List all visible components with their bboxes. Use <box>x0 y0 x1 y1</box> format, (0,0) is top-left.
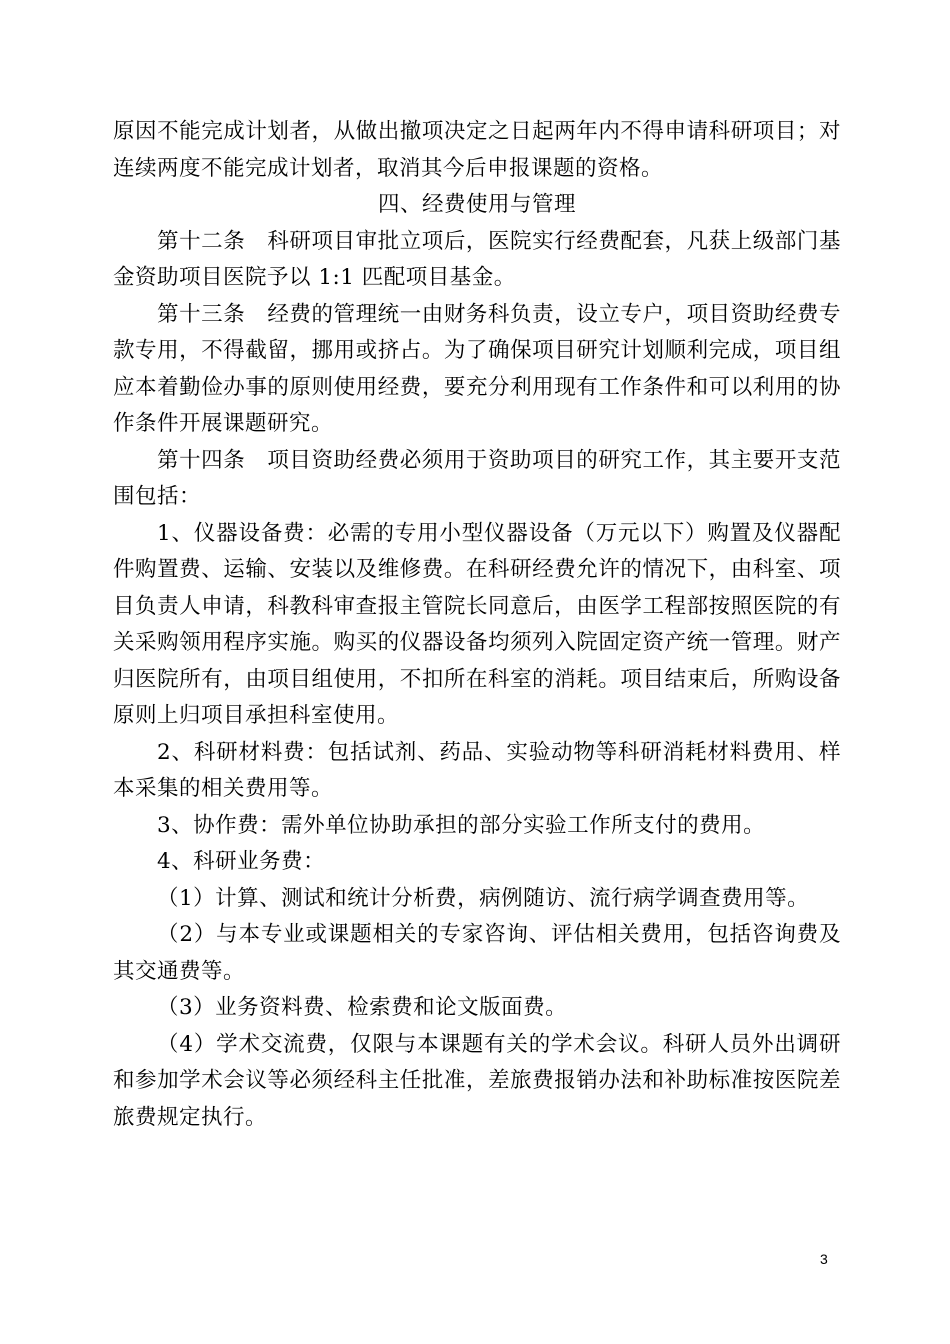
paragraph-subitem-3: （3）业务资料费、检索费和论文版面费。 <box>157 995 568 1020</box>
paragraph-subitem-4: （4）学术交流费，仅限与本课题有关的学术会议。科研人员外出调研和参加学术会议等必须经科主任批准，差旅费报销办法和补助标准按医院差旅费规定执行。 <box>113 1031 841 1130</box>
paragraph-article-12: 第十二条 科研项目审批立项后，医院实行经费配套，凡获上级部门基金资助项目医院予以 1:1 匹配项目基金。 <box>113 228 841 290</box>
paragraph-continued: 原因不能完成计划者，从做出撤项决定之日起两年内不得申请科研项目；对连续两度不能完成计划者，取消其今后申报课题的资格。 <box>113 119 841 181</box>
paragraph-article-14: 第十四条 项目资助经费必须用于资助项目的研究工作，其主要开支范围包括： <box>113 447 841 509</box>
paragraph-subitem-1: （1）计算、测试和统计分析费，病例随访、流行病学调查费用等。 <box>157 885 810 911</box>
paragraph-item-1: 1、仪器设备费：必需的专用小型仪器设备（万元以下）购置及仪器配件购置费、运输、安装以及维修费。在科研经费允许的情况下，由科室、项目负责人申请，科教科审查报主管院长同意后，由医学工程部按照医院的有关采购领用程序实施。购买的仪器设备均须列入院固定资产统一管理。财产归医院所有，由项目组使用，不扣所在科室的消耗。项目结束后，所购设备原则上归项目承担科室使用。 <box>113 520 841 728</box>
page-number: 3 <box>820 1251 828 1267</box>
paragraph-item-3: 3、协作费：需外单位协助承担的部分实验工作所支付的费用。 <box>157 812 766 838</box>
document-body <box>113 114 841 1136</box>
paragraph-item-4: 4、科研业务费： <box>157 849 326 874</box>
paragraph-article-13: 第十三条 经费的管理统一由财务科负责，设立专户，项目资助经费专款专用，不得截留，挪用或挤占。为了确保项目研究计划顺利完成，项目组应本着勤俭办事的原则使用经费，要充分利用现有工作条件和可以利用的协作条件开展课题研究。 <box>113 301 841 436</box>
paragraph-subitem-2: （2）与本专业或课题相关的专家咨询、评估相关费用，包括咨询费及其交通费等。 <box>113 922 841 984</box>
section-heading: 四、经费使用与管理 <box>377 192 576 217</box>
paragraph-item-2: 2、科研材料费：包括试剂、药品、实验动物等科研消耗材料费用、样本采集的相关费用等。 <box>113 739 841 801</box>
